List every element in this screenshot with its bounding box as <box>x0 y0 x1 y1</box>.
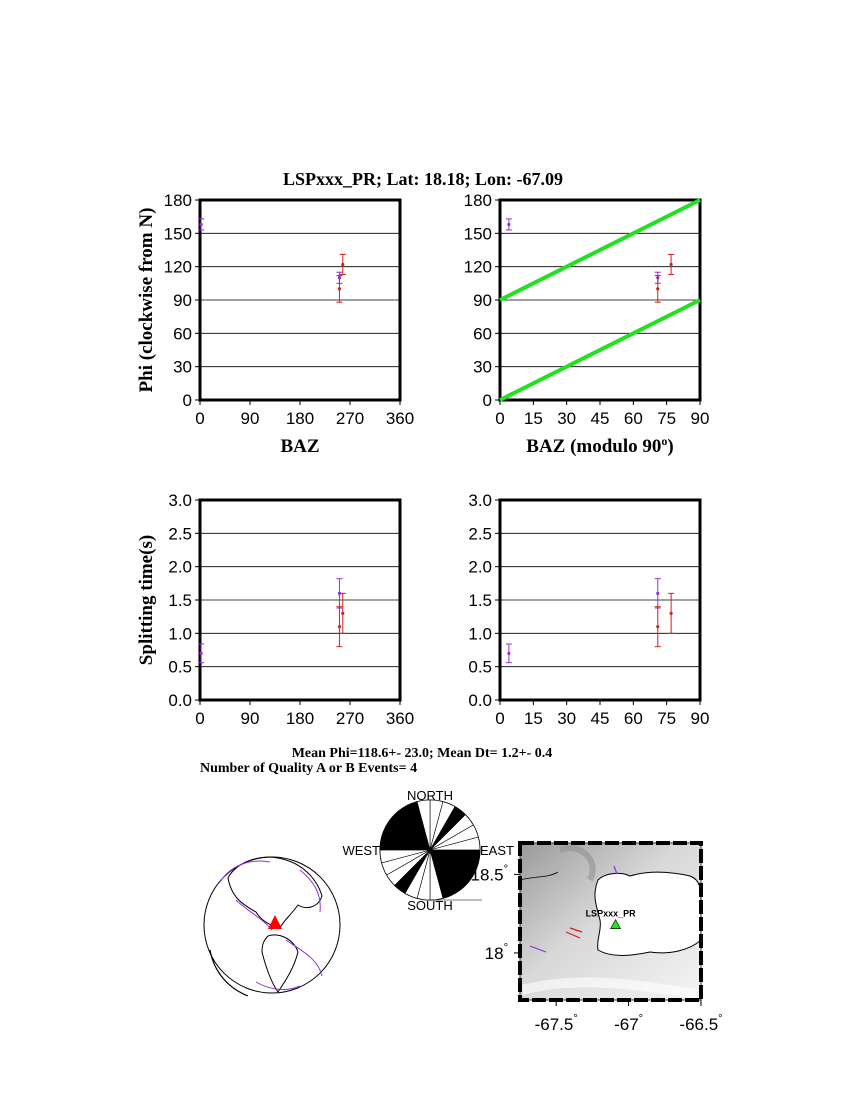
point-marker <box>200 652 203 655</box>
point-marker <box>507 652 510 655</box>
y-tick-label: 0.0 <box>468 691 492 710</box>
data-point <box>655 579 661 608</box>
y-tick-label: 150 <box>463 224 492 244</box>
dt-vs-baz-mod90-plot <box>468 491 709 728</box>
point-marker <box>670 263 673 266</box>
point-marker <box>338 625 341 628</box>
y-tick-label: 0.0 <box>168 691 192 710</box>
y-tick-label: 0.5 <box>468 657 492 677</box>
data-point <box>668 593 674 633</box>
x-tick-label: 60 <box>623 709 643 728</box>
x-tick-label: 180 <box>285 409 315 428</box>
x-tick-label: 360 <box>385 709 415 728</box>
data-point <box>655 276 661 303</box>
rose-diagram <box>380 800 482 900</box>
x-tick-label: 0 <box>495 709 505 728</box>
y-tick-label: 0 <box>182 391 192 410</box>
data-point <box>506 219 512 230</box>
y-tick-label: 60 <box>473 324 492 344</box>
y-tick-label: 3.0 <box>168 491 192 510</box>
reference-line <box>500 200 700 300</box>
x-axis-label: BAZ <box>280 436 320 457</box>
map-x-tick-label: -67° <box>614 1013 644 1034</box>
dt-vs-baz-plot <box>136 491 414 728</box>
y-tick-label: 90 <box>473 291 492 310</box>
x-tick-label: 45 <box>590 709 610 728</box>
reference-line <box>500 300 700 400</box>
data-point <box>336 276 342 303</box>
x-tick-label: 30 <box>557 709 577 728</box>
point-marker <box>341 612 344 615</box>
y-axis-label: Splitting time(s) <box>136 534 157 666</box>
map-x-tick-label: -66.5° <box>679 1013 723 1034</box>
data-point <box>340 254 346 274</box>
x-tick-label: 60 <box>623 409 643 428</box>
y-tick-label: 0.5 <box>168 657 192 677</box>
x-tick-label: 90 <box>240 709 260 728</box>
rose-east-label: EAST <box>480 843 514 858</box>
point-marker <box>338 287 341 290</box>
x-tick-label: 0 <box>195 709 205 728</box>
x-tick-label: 0 <box>495 409 505 428</box>
y-tick-label: 1.5 <box>168 591 192 610</box>
x-tick-label: 270 <box>335 709 365 728</box>
phi-vs-baz-plot <box>136 191 414 457</box>
x-tick-label: 90 <box>690 709 710 728</box>
x-tick-label: 180 <box>285 709 315 728</box>
y-tick-label: 3.0 <box>468 491 492 510</box>
y-tick-label: 90 <box>173 291 192 310</box>
mean-stats-text: Mean Phi=118.6+- 23.0; Mean Dt= 1.2+- 0.4 <box>291 746 553 761</box>
point-marker <box>670 612 673 615</box>
y-tick-label: 1.0 <box>468 624 492 644</box>
y-axis-label: Phi (clockwise from N) <box>136 207 157 393</box>
y-tick-label: 1.5 <box>468 591 492 610</box>
x-tick-label: 0 <box>195 409 205 428</box>
y-tick-label: 60 <box>173 324 192 344</box>
x-tick-label: 15 <box>523 409 543 428</box>
y-tick-label: 2.0 <box>468 557 492 577</box>
point-marker <box>656 592 659 595</box>
map-y-tick-label: 18° <box>484 941 508 963</box>
globe-map <box>204 857 340 996</box>
y-tick-label: 1.0 <box>168 624 192 644</box>
data-point <box>506 644 512 663</box>
phi-vs-baz-mod90-plot <box>464 191 710 457</box>
rose-south-label: SOUTH <box>407 898 453 913</box>
point-marker <box>341 263 344 266</box>
regional-map <box>471 843 723 1034</box>
y-tick-label: 0 <box>482 391 492 410</box>
x-axis-label: BAZ (modulo 90$^o$) <box>526 434 674 457</box>
y-tick-label: 30 <box>173 357 192 377</box>
x-tick-label: 90 <box>690 409 710 428</box>
map-y-tick-label: 18.5° <box>470 863 508 885</box>
x-tick-label: 45 <box>590 409 610 428</box>
y-tick-label: 120 <box>163 257 192 277</box>
y-tick-label: 2.5 <box>168 524 192 544</box>
x-tick-label: 360 <box>385 409 415 428</box>
y-tick-label: 120 <box>463 257 492 277</box>
map-x-tick-label: -67.5° <box>534 1013 578 1034</box>
y-tick-label: 180 <box>463 191 492 210</box>
y-tick-label: 30 <box>473 357 492 377</box>
x-tick-label: 30 <box>557 409 577 428</box>
data-point <box>655 607 661 647</box>
y-tick-label: 150 <box>163 224 192 244</box>
point-marker <box>656 625 659 628</box>
point-marker <box>656 287 659 290</box>
map-station-label: LSPxxx_PR <box>585 908 636 919</box>
x-tick-label: 75 <box>657 409 677 428</box>
figure-title: LSPxxx_PR; Lat: 18.18; Lon: -67.09 <box>283 169 563 189</box>
x-tick-label: 90 <box>240 409 260 428</box>
y-tick-label: 2.0 <box>168 557 192 577</box>
y-tick-label: 2.5 <box>468 524 492 544</box>
rose-north-label: NORTH <box>407 788 453 803</box>
y-tick-label: 180 <box>163 191 192 210</box>
point-marker <box>200 223 203 226</box>
data-point <box>668 254 674 274</box>
x-tick-label: 15 <box>523 709 543 728</box>
event-count-text: Number of Quality A or B Events= 4 <box>200 761 418 776</box>
point-marker <box>507 223 510 226</box>
rose-west-label: WEST <box>342 843 380 858</box>
x-tick-label: 75 <box>657 709 677 728</box>
x-tick-label: 270 <box>335 409 365 428</box>
